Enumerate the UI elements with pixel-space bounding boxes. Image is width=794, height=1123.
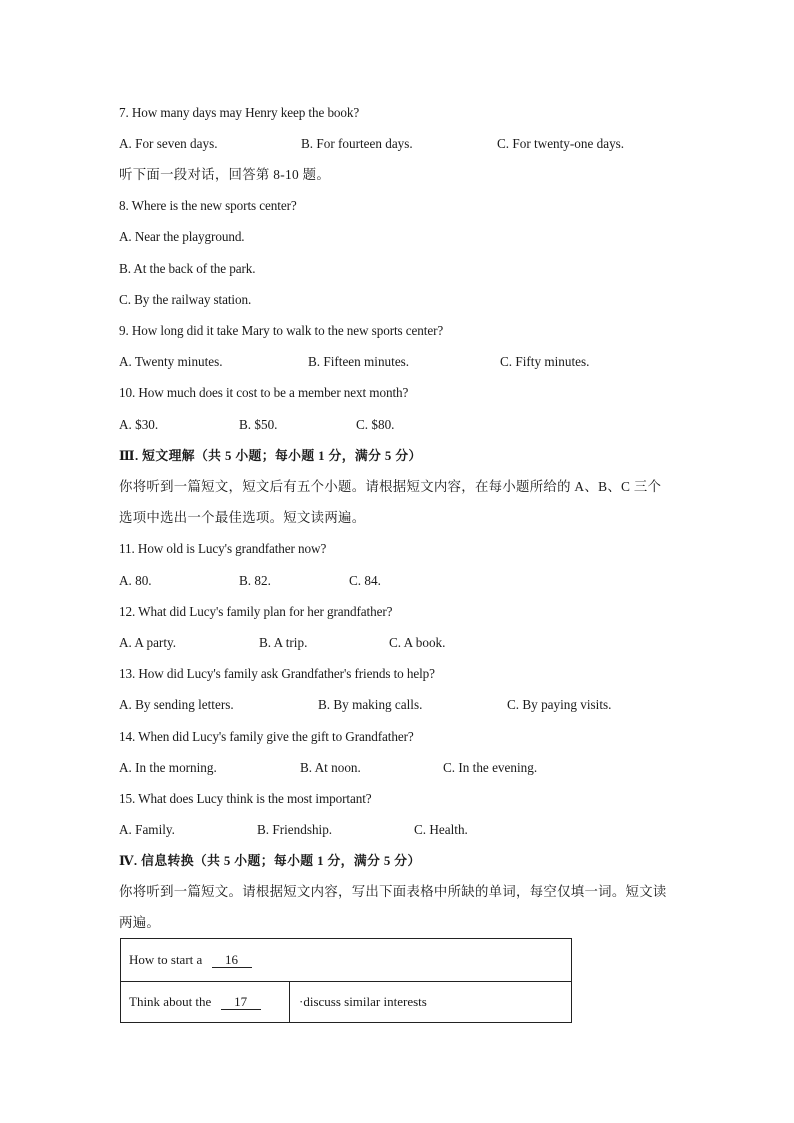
q12-option-a: A. A party. — [119, 635, 177, 650]
blank-16[interactable]: 16 — [212, 952, 252, 968]
q12-option-c: C. A book. — [389, 635, 446, 650]
section-4-instruction-1: 你将听到一篇短文。请根据短文内容，写出下面表格中所缺的单词，每空仅填一词。短文读 — [119, 884, 667, 899]
blank-17[interactable]: 17 — [221, 994, 261, 1010]
q10-option-a: A. $30. — [119, 417, 159, 432]
question-14-stem: 14. When did Lucy's family give the gift to Grandfather? — [119, 729, 414, 744]
q13-option-c: C. By paying visits. — [507, 697, 612, 712]
q7-option-b: B. For fourteen days. — [301, 136, 413, 151]
table-row-2-left — [129, 993, 261, 1011]
q11-option-c: C. 84. — [349, 573, 381, 588]
q7-option-c: C. For twenty-one days. — [497, 136, 625, 151]
table-row-divider — [121, 981, 571, 982]
q15-option-b: B. Friendship. — [257, 822, 333, 837]
q15-option-c: C. Health. — [414, 822, 468, 837]
q13-option-a: A. By sending letters. — [119, 697, 234, 712]
q10-option-b: B. $50. — [239, 417, 278, 432]
question-15-stem: 15. What does Lucy think is the most important? — [119, 791, 372, 806]
question-7-stem: 7. How many days may Henry keep the book? — [119, 105, 360, 120]
q14-option-b: B. At noon. — [300, 760, 361, 775]
section-4-instruction-2: 两遍。 — [119, 915, 161, 930]
question-11-stem: 11. How old is Lucy's grandfather now? — [119, 541, 327, 556]
q8-option-a: A. Near the playground. — [119, 229, 245, 244]
question-8-stem: 8. Where is the new sports center? — [119, 198, 297, 213]
question-13-stem: 13. How did Lucy's family ask Grandfather's friends to help? — [119, 666, 435, 681]
q13-option-b: B. By making calls. — [318, 697, 423, 712]
question-9-stem: 9. How long did it take Mary to walk to the new sports center? — [119, 323, 444, 338]
q14-option-c: C. In the evening. — [443, 760, 538, 775]
section-3-instruction-2: 选项中选出一个最佳选项。短文读两遍。 — [119, 510, 366, 525]
q11-option-a: A. 80. — [119, 573, 152, 588]
section-4-heading: Ⅳ. 信息转换（共 5 小题；每小题 1 分，满分 5 分） — [119, 854, 421, 868]
table-row-2-right: ·discuss similar interests — [299, 994, 427, 1009]
q9-option-c: C. Fifty minutes. — [500, 354, 590, 369]
dialogue-intro: 听下面一段对话，回答第 8-10 题。 — [119, 167, 331, 182]
info-table — [120, 938, 572, 1023]
section-3-heading: Ⅲ. 短文理解（共 5 小题；每小题 1 分，满分 5 分） — [119, 449, 422, 463]
q12-option-b: B. A trip. — [259, 635, 308, 650]
table-column-divider — [289, 981, 290, 1022]
q11-option-b: B. 82. — [239, 573, 271, 588]
q14-option-a: A. In the morning. — [119, 760, 217, 775]
q9-option-b: B. Fifteen minutes. — [308, 354, 410, 369]
q10-option-c: C. $80. — [356, 417, 395, 432]
question-12-stem: 12. What did Lucy's family plan for her grandfather? — [119, 604, 393, 619]
q15-option-a: A. Family. — [119, 822, 175, 837]
q8-option-c: C. By the railway station. — [119, 292, 252, 307]
table-row-1 — [129, 951, 252, 969]
q9-option-a: A. Twenty minutes. — [119, 354, 223, 369]
row-2-label: Think about the — [129, 994, 212, 1009]
q8-option-b: B. At the back of the park. — [119, 261, 256, 276]
q7-option-a: A. For seven days. — [119, 136, 218, 151]
question-10-stem: 10. How much does it cost to be a member next month? — [119, 385, 409, 400]
row-1-label: How to start a — [129, 952, 203, 967]
section-3-instruction-1: 你将听到一篇短文，短文后有五个小题。请根据短文内容，在每小题所给的 A、B、C 三个 — [119, 479, 662, 494]
